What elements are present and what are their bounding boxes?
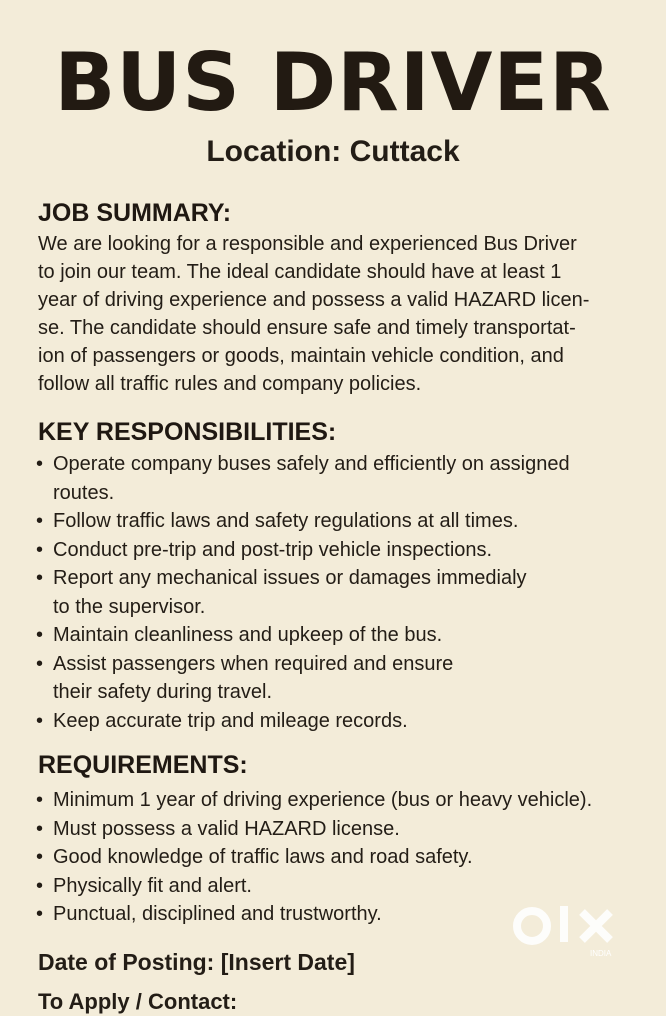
requirements-heading: REQUIREMENTS:	[38, 751, 248, 779]
summary-line: follow all traffic rules and company policies.	[38, 373, 422, 395]
bullet-icon: •	[36, 874, 44, 897]
apply-contact-label: To Apply / Contact:	[38, 989, 238, 1014]
list-item: • Report any mechanical issues or damages immedialy to the supervisor.	[36, 564, 656, 621]
bullet-icon: •	[36, 567, 44, 589]
list-item: • Keep accurate trip and mileage records.	[36, 707, 656, 736]
responsibilities-list	[36, 450, 656, 735]
list-item: • Follow traffic laws and safety regulations at all times.	[36, 507, 656, 536]
bullet-icon: •	[36, 652, 44, 675]
list-item: • Operate company buses safely and efficiently on assigned routes.	[36, 450, 656, 507]
bullet-icon: •	[36, 538, 44, 561]
summary-line: ion of passengers or goods, maintain vehicle condition, and	[38, 345, 564, 367]
bullet-icon: •	[36, 709, 44, 732]
posting-date: Date of Posting: [Insert Date]	[38, 949, 355, 975]
bullet-icon: •	[36, 846, 44, 868]
summary-line: se. The candidate should ensure safe and timely transportat-	[38, 317, 576, 339]
list-item: • Must possess a valid HAZARD license.	[36, 815, 656, 844]
list-item: • Conduct pre-trip and post-trip vehicle inspections.	[36, 536, 656, 565]
list-item: • Punctual, disciplined and trustworthy.	[36, 900, 656, 929]
bullet-icon: •	[36, 510, 44, 532]
bullet-icon: •	[36, 624, 44, 646]
location-label: Location: Cuttack	[206, 135, 460, 168]
list-item: • Assist passengers when required and ensure their safety during travel.	[36, 650, 656, 707]
list-item: • Good knowledge of traffic laws and road safety.	[36, 843, 656, 872]
bullet-icon: •	[36, 453, 44, 475]
list-item: • Minimum 1 year of driving experience (bus or heavy vehicle).	[36, 786, 656, 815]
summary-line: We are looking for a responsible and experienced Bus Driver	[38, 233, 577, 255]
bullet-icon: •	[36, 903, 44, 925]
page-title: BUS DRIVER	[54, 36, 612, 129]
bullet-icon: •	[36, 817, 44, 840]
summary-line: year of driving experience and possess a valid HAZARD licen-	[38, 289, 590, 311]
job-summary-heading: JOB SUMMARY:	[38, 199, 232, 227]
olx-logo-icon	[510, 898, 630, 958]
olx-country-label: INDIA	[590, 949, 612, 958]
job-summary-text	[38, 230, 664, 398]
list-item: • Physically fit and alert.	[36, 872, 656, 901]
bullet-icon: •	[36, 789, 44, 811]
summary-line: to join our team. The ideal candidate should have at least 1	[38, 261, 562, 283]
responsibilities-heading: KEY RESPONSIBILITIES:	[38, 418, 337, 446]
list-item: • Maintain cleanliness and upkeep of the bus.	[36, 621, 656, 650]
